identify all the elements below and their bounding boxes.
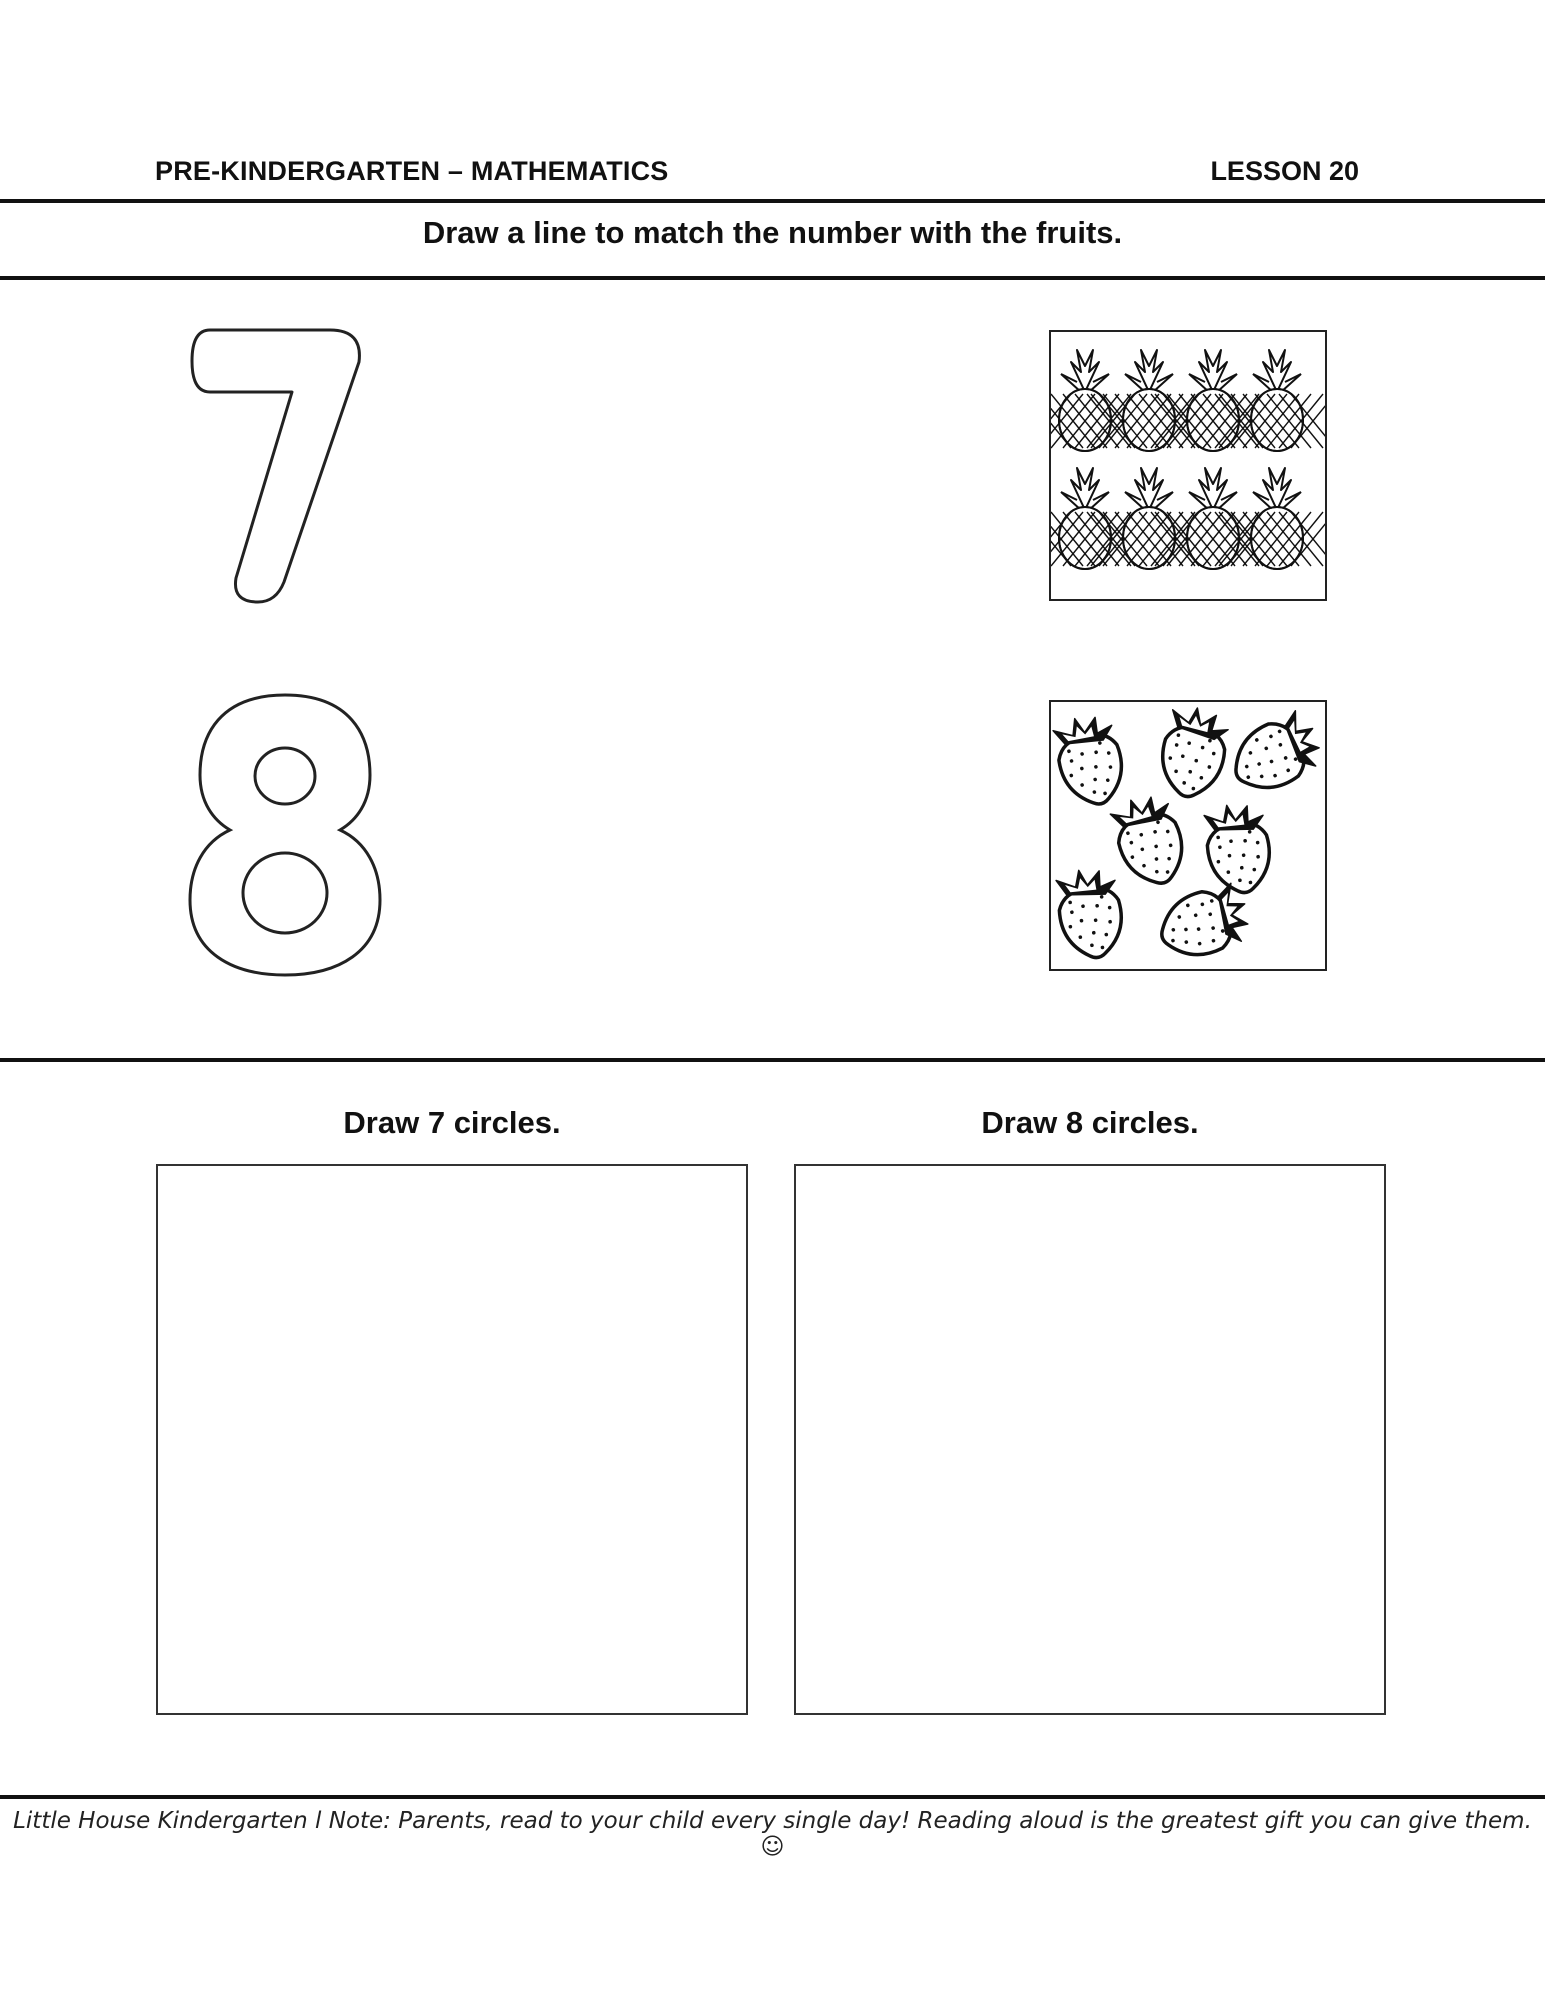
footer-note: Little House Kindergarten l Note: Parents, read to your child every single day! Reading aloud is the greatest gift you can give them. ☺ (13, 1808, 1532, 1860)
task-label-seven: Draw 7 circles. (343, 1105, 561, 1140)
task-label-eight: Draw 8 circles. (981, 1105, 1199, 1140)
instruction-text: Draw a line to match the number with the fruits. (422, 215, 1123, 250)
pineapple-group-box (1049, 330, 1327, 601)
numeral-eight-outline (180, 690, 390, 980)
numeral-eight-text: 8 (180, 690, 181, 691)
numeral-seven-text: 7 (180, 320, 181, 321)
strawberry-icon (1222, 706, 1325, 803)
section-divider (0, 1058, 1545, 1062)
footer-divider (0, 1795, 1545, 1799)
strawberry-icon (1051, 710, 1131, 812)
drawing-area-seven-circles[interactable] (156, 1164, 748, 1715)
strawberry-illustration (1051, 702, 1325, 969)
strawberry-icon (1156, 703, 1232, 801)
strawberry-icon (1053, 864, 1129, 962)
course-title: PRE-KINDERGARTEN – MATHEMATICS (155, 156, 669, 186)
strawberry-group-box (1049, 700, 1327, 971)
strawberry-icon (1201, 799, 1277, 897)
pineapple-illustration (1051, 332, 1325, 599)
numeral-seven-outline (180, 320, 380, 610)
lesson-number: LESSON 20 (1210, 156, 1359, 186)
drawing-area-eight-circles[interactable] (794, 1164, 1386, 1715)
header-divider (0, 199, 1545, 203)
strawberry-icon (1106, 788, 1194, 893)
instruction-divider (0, 276, 1545, 280)
